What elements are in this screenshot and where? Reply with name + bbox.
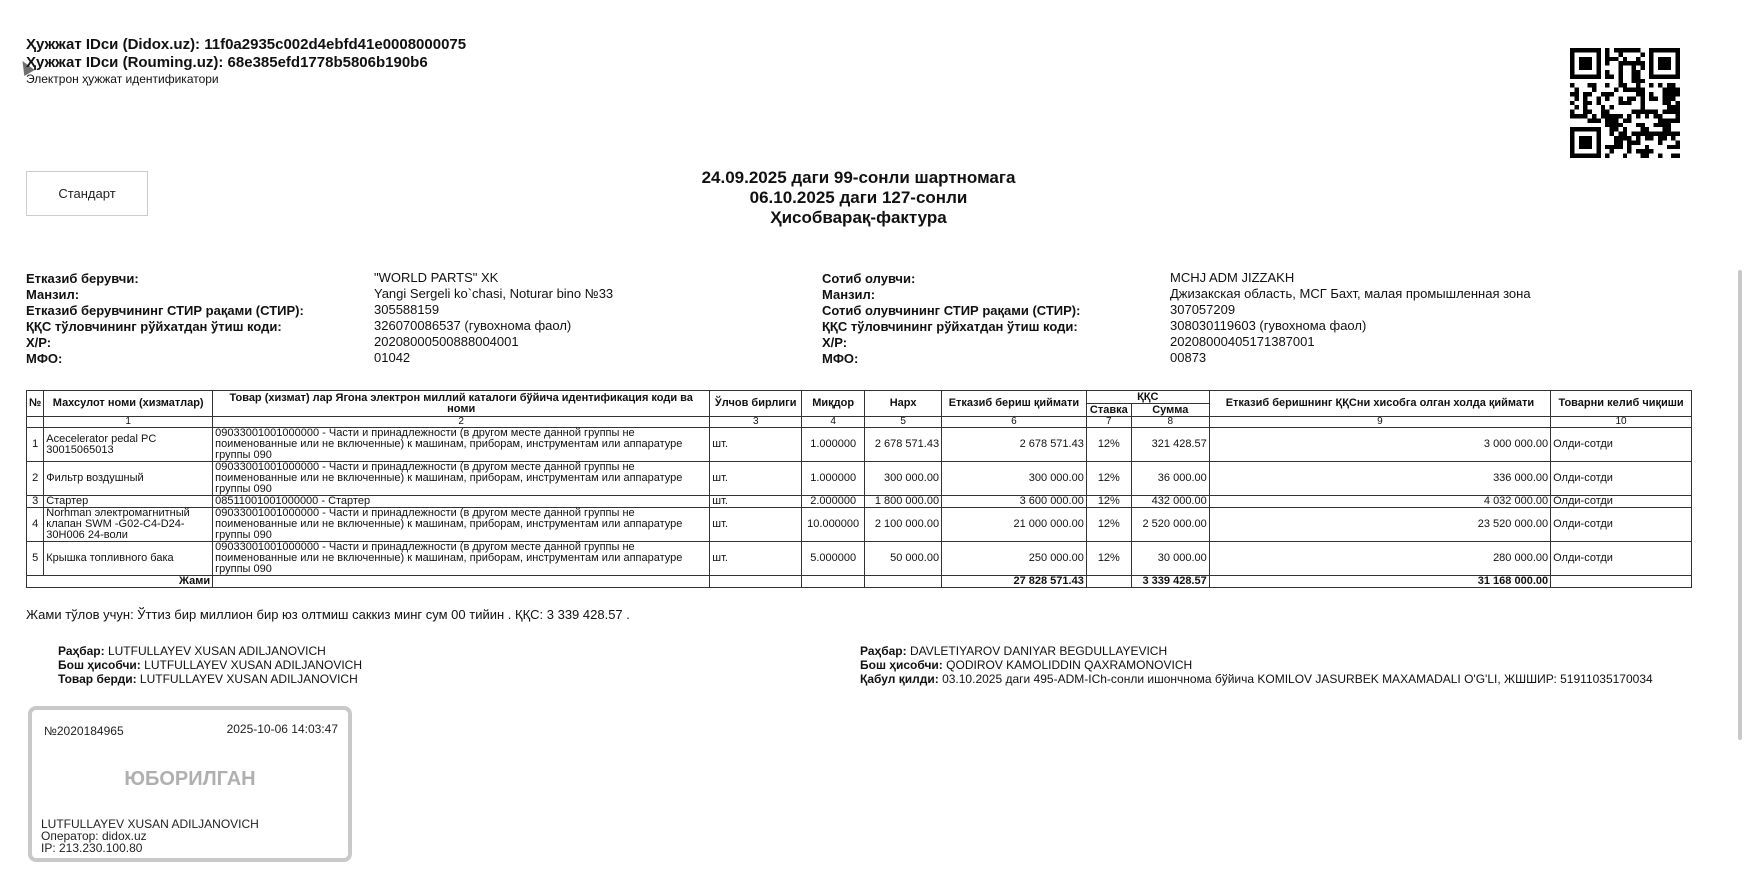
table-row bbox=[27, 508, 1692, 542]
total-delivery-cost: 27 828 571.43 bbox=[942, 576, 1087, 588]
header-product-name: Махсулот номи (хизматлар) bbox=[44, 391, 213, 417]
document-ids bbox=[26, 36, 466, 86]
invoice-items-table bbox=[26, 390, 1692, 588]
column-number: 1 bbox=[44, 417, 213, 428]
id-caption: Электрон ҳужжат идентификатори bbox=[26, 72, 219, 86]
title-number-line: 06.10.2025 даги 127-сонли bbox=[749, 188, 968, 207]
row-delivery-cost: 2 678 571.43 bbox=[942, 428, 1087, 462]
signature-line bbox=[58, 644, 362, 658]
rouming-id: Ҳужжат IDси (Rouming.uz): 68e385efd1778b5806b190b6 bbox=[26, 54, 428, 71]
supplier-tin: 305588159 bbox=[374, 302, 440, 317]
signature-person: 03.10.2025 даги 495-ADM-ICh-сонли ишончнома бўйича KOMILOV JASURBEK MAXAMADALI O'G'LI, ЖШШИР: 51911035170034 bbox=[942, 672, 1653, 686]
buyer-label: Х/Р: bbox=[822, 335, 848, 350]
header-unit: Ўлчов бирлиги bbox=[710, 391, 802, 417]
row-delivery-cost: 21 000 000.00 bbox=[942, 508, 1087, 542]
row-unit: шт. bbox=[710, 508, 802, 542]
row-total-with-vat: 336 000.00 bbox=[1209, 462, 1550, 496]
signature-person: QODIROV KAMOLIDDIN QAXRAMONOVICH bbox=[946, 658, 1193, 672]
row-no: 3 bbox=[27, 496, 44, 508]
header-vat: ҚҚС bbox=[1086, 391, 1209, 404]
row-origin: Олди-сотди bbox=[1551, 428, 1692, 462]
signature-role: Бош ҳисобчи: bbox=[58, 658, 141, 672]
row-total-with-vat: 23 520 000.00 bbox=[1209, 508, 1550, 542]
stamp-status: ЮБОРИЛГАН bbox=[124, 768, 256, 790]
signature-role: Қабул қилди: bbox=[860, 672, 939, 686]
row-vat-rate: 12% bbox=[1086, 462, 1131, 496]
signature-person: LUTFULLAYEV XUSAN ADILJANOVICH bbox=[139, 672, 358, 686]
row-total-with-vat: 3 000 000.00 bbox=[1209, 428, 1550, 462]
buyer-mfo: 00873 bbox=[1170, 350, 1207, 365]
row-catalog-code: 09033001001000000 - Части и принадлежности (в другом месте данной группы не поименованные или не включенные) к машинам, приборам, инструментам или аппаратуре группы 090 bbox=[213, 462, 710, 496]
buyer-tin: 307057209 bbox=[1170, 302, 1236, 317]
buyer-name: MCHJ ADM JIZZAKH bbox=[1170, 270, 1295, 285]
signature-line bbox=[58, 658, 362, 672]
row-vat-sum: 2 520 000.00 bbox=[1131, 508, 1209, 542]
title-invoice-line: Ҳисобварақ-фактура bbox=[770, 208, 947, 227]
column-number: 2 bbox=[213, 417, 710, 428]
row-delivery-cost: 250 000.00 bbox=[942, 542, 1087, 576]
buyer-label: Манзил: bbox=[822, 287, 876, 302]
row-catalog-code: 08511001001000000 - Стартер bbox=[213, 496, 710, 508]
row-no: 2 bbox=[27, 462, 44, 496]
row-product-name: Фильтр воздушный bbox=[44, 462, 213, 496]
supplier-label: ҚҚС тўловчининг рўйхатдан ўтиш коди: bbox=[26, 319, 282, 334]
header-delivery-cost: Етказиб бериш қиймати bbox=[942, 391, 1087, 417]
vertical-scrollbar[interactable] bbox=[1738, 270, 1742, 740]
row-delivery-cost: 300 000.00 bbox=[942, 462, 1087, 496]
row-no: 5 bbox=[27, 542, 44, 576]
stamp-ip: IP: 213.230.100.80 bbox=[41, 841, 143, 855]
total-with-vat: 31 168 000.00 bbox=[1209, 576, 1550, 588]
header-no: № bbox=[27, 391, 44, 417]
row-quantity: 1.000000 bbox=[802, 428, 865, 462]
buyer-label: ҚҚС тўловчининг рўйхатдан ўтиш коди: bbox=[822, 319, 1078, 334]
signature-line bbox=[58, 672, 362, 686]
signature-role: Раҳбар: bbox=[58, 644, 105, 658]
total-empty bbox=[865, 576, 942, 588]
supplier-vat-code: 326070086537 (гувохнома фаол) bbox=[374, 318, 572, 333]
total-empty bbox=[1086, 576, 1131, 588]
row-total-with-vat: 4 032 000.00 bbox=[1209, 496, 1550, 508]
buyer-account: 20208000405171387001 bbox=[1170, 334, 1315, 349]
signature-person: DAVLETIYAROV DANIYAR BEGDULLAYEVICH bbox=[909, 644, 1168, 658]
supplier-name: "WORLD PARTS" XK bbox=[374, 270, 499, 285]
row-catalog-code: 09033001001000000 - Части и принадлежности (в другом месте данной группы не поименованные или не включенные) к машинам, приборам, инструментам или аппаратуре группы 090 bbox=[213, 508, 710, 542]
total-empty bbox=[213, 576, 710, 588]
column-numbers-row bbox=[27, 417, 1692, 428]
row-quantity: 2.000000 bbox=[802, 496, 865, 508]
stamp-datetime: 2025-10-06 14:03:47 bbox=[226, 722, 338, 736]
row-origin: Олди-сотди bbox=[1551, 508, 1692, 542]
signature-line bbox=[860, 672, 1653, 686]
column-number: 9 bbox=[1209, 417, 1550, 428]
row-price: 1 800 000.00 bbox=[865, 496, 942, 508]
header-quantity: Миқдор bbox=[802, 391, 865, 417]
header-price: Нарх bbox=[865, 391, 942, 417]
buyer-label: Сотиб олувчининг СТИР рақами (СТИР): bbox=[822, 303, 1081, 318]
signature-line bbox=[860, 644, 1653, 658]
supplier-label: Манзил: bbox=[26, 287, 80, 302]
row-no: 1 bbox=[27, 428, 44, 462]
signature-role: Товар берди: bbox=[58, 672, 137, 686]
signature-role: Бош ҳисобчи: bbox=[860, 658, 943, 672]
table-row bbox=[27, 542, 1692, 576]
row-vat-rate: 12% bbox=[1086, 542, 1131, 576]
row-vat-sum: 432 000.00 bbox=[1131, 496, 1209, 508]
standard-view-button[interactable]: Стандарт bbox=[26, 171, 148, 216]
row-price: 2 678 571.43 bbox=[865, 428, 942, 462]
stamp-details bbox=[41, 818, 259, 854]
buyer-values bbox=[1170, 270, 1531, 366]
row-price: 50 000.00 bbox=[865, 542, 942, 576]
buyer-label: МФО: bbox=[822, 351, 859, 366]
row-unit: шт. bbox=[710, 428, 802, 462]
signature-person: LUTFULLAYEV XUSAN ADILJANOVICH bbox=[144, 658, 362, 672]
supplier-label: МФО: bbox=[26, 351, 63, 366]
table-row bbox=[27, 428, 1692, 462]
table-row bbox=[27, 462, 1692, 496]
supplier-signatures bbox=[58, 644, 362, 686]
buyer-label: Сотиб олувчи: bbox=[822, 271, 916, 286]
row-vat-rate: 12% bbox=[1086, 496, 1131, 508]
buyer-vat-code: 308030119603 (гувохнома фаол) bbox=[1170, 318, 1367, 333]
column-number: 10 bbox=[1551, 417, 1692, 428]
row-total-with-vat: 280 000.00 bbox=[1209, 542, 1550, 576]
supplier-values bbox=[374, 270, 613, 366]
signature-person: LUTFULLAYEV XUSAN ADILJANOVICH bbox=[107, 644, 326, 658]
total-empty bbox=[710, 576, 802, 588]
stamp-signer: LUTFULLAYEV XUSAN ADILJANOVICH bbox=[41, 817, 259, 831]
row-catalog-code: 09033001001000000 - Части и принадлежности (в другом месте данной группы не поименованные или не включенные) к машинам, приборам, инструментам или аппаратуре группы 090 bbox=[213, 428, 710, 462]
row-product-name: Acecelerator pedal PC 30015065013 bbox=[44, 428, 213, 462]
column-number: 4 bbox=[802, 417, 865, 428]
row-unit: шт. bbox=[710, 542, 802, 576]
row-origin: Олди-сотди bbox=[1551, 462, 1692, 496]
row-vat-sum: 321 428.57 bbox=[1131, 428, 1209, 462]
supplier-label: Етказиб берувчи: bbox=[26, 271, 139, 286]
electronic-signature-stamp bbox=[28, 706, 352, 862]
column-number: 6 bbox=[942, 417, 1087, 428]
supplier-address: Yangi Sergeli ko`chasi, Noturar bino №33 bbox=[374, 286, 614, 301]
header-total-with-vat: Етказиб беришнинг ҚҚСни хисобга олган холда қиймати bbox=[1209, 391, 1550, 417]
header-origin: Товарни келиб чиқиши bbox=[1551, 391, 1692, 417]
table-row bbox=[27, 496, 1692, 508]
supplier-labels bbox=[26, 271, 304, 367]
row-no: 4 bbox=[27, 508, 44, 542]
title-contract-line: 24.09.2025 даги 99-сонли шартномага bbox=[701, 168, 1016, 187]
row-price: 2 100 000.00 bbox=[865, 508, 942, 542]
didox-id: Ҳужжат IDси (Didox.uz): 11f0a2935c002d4ebfd41e0008000075 bbox=[26, 36, 467, 53]
column-number: 8 bbox=[1131, 417, 1209, 428]
row-origin: Олди-сотди bbox=[1551, 496, 1692, 508]
column-number: 7 bbox=[1086, 417, 1131, 428]
row-delivery-cost: 3 600 000.00 bbox=[942, 496, 1087, 508]
row-quantity: 5.000000 bbox=[802, 542, 865, 576]
column-number: 3 bbox=[710, 417, 802, 428]
row-unit: шт. bbox=[710, 462, 802, 496]
row-price: 300 000.00 bbox=[865, 462, 942, 496]
row-catalog-code: 09033001001000000 - Части и принадлежности (в другом месте данной группы не поименованные или не включенные) к машинам, приборам, инструментам или аппаратуре группы 090 bbox=[213, 542, 710, 576]
row-quantity: 1.000000 bbox=[802, 462, 865, 496]
buyer-labels bbox=[822, 271, 1080, 367]
row-unit: шт. bbox=[710, 496, 802, 508]
total-row bbox=[27, 576, 1692, 588]
total-empty bbox=[802, 576, 865, 588]
header-vat-rate: Ставка bbox=[1086, 404, 1131, 417]
supplier-account: 20208000500888004001 bbox=[374, 334, 519, 349]
buyer-signatures bbox=[860, 644, 1653, 686]
header-catalog-code: Товар (хизмат) лар Ягона электрон миллий каталоги бўйича идентификация коди ва номи bbox=[213, 391, 710, 417]
row-vat-sum: 30 000.00 bbox=[1131, 542, 1209, 576]
row-product-name: Крышка топливного бака bbox=[44, 542, 213, 576]
total-empty bbox=[1551, 576, 1692, 588]
buyer-address: Джизакская область, МСГ Бахт, малая промышленная зона bbox=[1170, 286, 1531, 301]
row-vat-rate: 12% bbox=[1086, 428, 1131, 462]
signature-role: Раҳбар: bbox=[860, 644, 907, 658]
row-quantity: 10.000000 bbox=[802, 508, 865, 542]
stamp-operator: Оператор: didox.uz bbox=[41, 829, 147, 843]
document-title bbox=[0, 168, 1717, 228]
signature-line bbox=[860, 658, 1653, 672]
total-label: Жами bbox=[27, 576, 213, 588]
total-vat: 3 339 428.57 bbox=[1131, 576, 1209, 588]
row-vat-sum: 36 000.00 bbox=[1131, 462, 1209, 496]
row-vat-rate: 12% bbox=[1086, 508, 1131, 542]
row-product-name: Norhman электромагнитный клапан SWM -G02-C4-D24-30H006 24-воли bbox=[44, 508, 213, 542]
total-in-words: Жами тўлов учун: Ўттиз бир миллион бир юз олтмиш саккиз минг сум 00 тийин . ҚҚС: 3 339 428.57 . bbox=[26, 607, 630, 622]
header-vat-sum: Сумма bbox=[1131, 404, 1209, 417]
stamp-number: №2020184965 bbox=[44, 724, 124, 738]
qr-code-icon bbox=[1570, 48, 1680, 158]
supplier-label: Х/Р: bbox=[26, 335, 52, 350]
column-number bbox=[27, 417, 44, 428]
row-product-name: Стартер bbox=[44, 496, 213, 508]
supplier-label: Етказиб берувчининг СТИР рақами (СТИР): bbox=[26, 303, 304, 318]
column-number: 5 bbox=[865, 417, 942, 428]
supplier-mfo: 01042 bbox=[374, 350, 411, 365]
row-origin: Олди-сотди bbox=[1551, 542, 1692, 576]
